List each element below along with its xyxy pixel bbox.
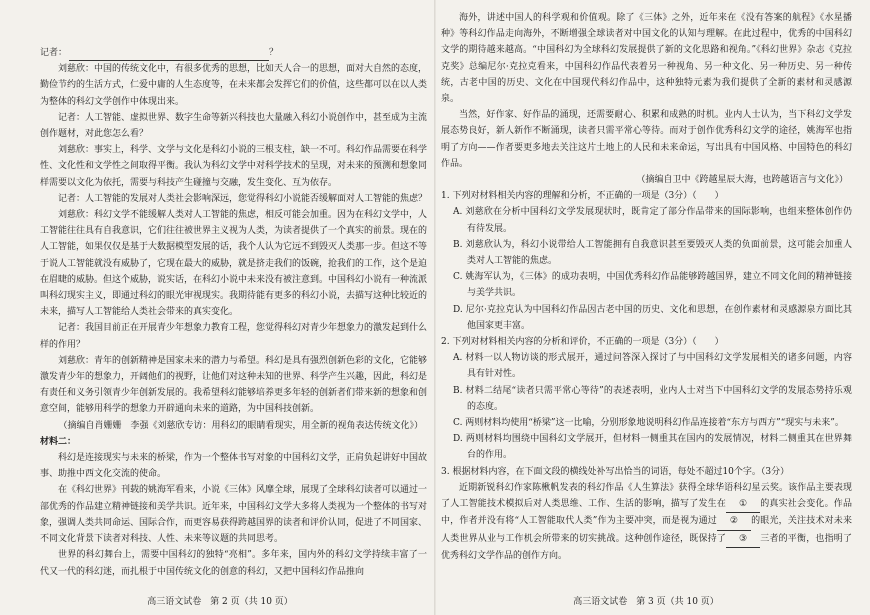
option-c[interactable]: C. 两则材料均使用“桥梁”这一比喻，分别形象地说明科幻作品连接着“东方与西方”“现实与未来”。 [453, 418, 844, 429]
interview-paragraph: 记者：人工智能、虚拟世界、数字生命等新兴科技也大量融入科幻小说创作中，甚至成为主流创作题材，对此您怎么看？ [40, 112, 428, 140]
interview-paragraph: 刘慈欣：青年的创新精神是国家未来的潜力与希望。科幻是具有强烈创新色彩的文化，它能够激发青少年的想象力，开阔他们的视野，让他们对这种未知的世界、科学产生兴趣，因此，科幻是有责任和义务引领青少年创新发展的。我希望科幻能够培养更多年轻的创新者们带来新的想象和创意空间，能够用科学的想象力开辟通向未来的道路，为中国科技创新。 [40, 355, 428, 415]
blank-3[interactable]: ③ [726, 531, 760, 548]
source-citation: （摘编自卫中《跨越星辰大海，也跨越语言与文化》） [636, 175, 848, 186]
page-footer: 高三语文试卷 第 3 页（共 10 页） [573, 597, 719, 607]
blank-2[interactable]: ② [717, 513, 751, 530]
question-2: 2. 下列对材料相关内容的分析和评价，不正确的一项是（3分）（ ） [441, 337, 724, 348]
question-1: 1. 下列对材料相关内容的理解和分析，不正确的一项是（3分）（ ） [441, 191, 724, 202]
interview-paragraph: 记者：人工智能的发展对人类社会影响深远，您觉得科幻小说能否缓解面对人工智能的焦虑？ [58, 193, 428, 204]
material-paragraph: 科幻是连接现实与未来的桥梁，作为一个整体书写对象的中国科幻文学，正肩负起讲好中国故事、助推中西文化交流的使命。 [40, 453, 428, 480]
material-paragraph: 当然，好作家、好作品的涌现，还需要耐心、积累和成熟的时机。业内人士认为，当下科幻文学发展态势良好，新人新作不断涌现，读者只需平常心等待。而对于创作优秀科幻文学的途径，姚海军也指明了方向——作者要更多地去关注这片土地上的人民和未来命运，写出具有中国风格、中国特色的科幻作品。 [441, 110, 852, 169]
material-heading: 材料二： [40, 436, 77, 447]
interview-paragraph: 记者：我国目前正在开展青少年想象力教育工程，您觉得科幻对青少年想象力的激发起到什么样的作用？ [40, 323, 428, 350]
material-paragraph: 在《科幻世界》刊载的姚海军看来，小说《三体》风靡全球，展现了全球科幻读者可以通过一部优秀的作品建立精神链接和美学共识。近年来，中国科幻文学大多将人类视为一个整体的书写对象，强调人类共同命运、国际合作，而更容易获得跨越国界的读者和评价认同，促进了不同国家、不同文化背景下读者对科技、人性、未来等议题的共同思考。 [40, 485, 428, 545]
interview-paragraph: 刘慈欣：事实上，科学、文学与文化是科幻小说的三根支柱，缺一不可。科幻作品需要在科学性、文化性和文学性之间取得平衡。我认为科幻文学中对科学技术的呈现，对未来的预测和想象同样需要以文化为依托，需要与科技产生碰撞与交融，发生变化、互为依存。 [40, 145, 428, 188]
question-3-passage: 近期新锐科幻作家陈楸帆发表的科幻作品《人生算法》获得全球华语科幻星云奖。该作品主要表现了人工智能技术模拟后对人类思维、工作、生活的影响，描写了发生在 ① 的真实社会变化。作品中，作者并没有将“人工智能取代人类”作为主要冲突，而是视为通过 ② 的眼光，关注技术对未来人类世界从业与工作机会所带来的切实挑战。这种创作途径，既保持了 ③ 三者的平衡，也指明了优秀科幻文学作品的创作方向。 [441, 482, 852, 561]
right-page [435, 0, 870, 615]
answer-blank[interactable] [69, 50, 269, 61]
option-c[interactable]: C. 姚海军认为，《三体》的成功表明，中国优秀科幻作品能够跨越国界，建立不同文化间的精神链接与美学共识。 [453, 272, 852, 299]
option-d[interactable]: D. 尼尔·克拉克认为中国科幻作品因古老中国的历史、文化和思想，在创作素材和灵感源泉方面比其他国家更丰富。 [453, 304, 852, 331]
option-a[interactable]: A. 刘慈欣在分析中国科幻文学发展现状时，既肯定了部分作品带来的国际影响，也组来整体创作仍有待发展。 [453, 207, 852, 234]
option-b[interactable]: B. 材料二结尾“读者只需平常心等待”的表述表明，业内人士对当下中国科幻文学的发展态势持乐观的态度。 [453, 385, 852, 412]
source-citation: （摘编自肖姗姗 李强《刘慈欣专访：用科幻的眼睛看现实，用全新的视角表达传统文化》） [58, 420, 423, 431]
option-b[interactable]: B. 刘慈欣认为，科幻小说带给人工智能拥有自我意识甚至要毁灭人类的负面前景，这可能会加重人类对人工智能的焦虑。 [453, 239, 852, 267]
question-3: 3. 根据材料内容，在下面文段的横线处补写出恰当的词语，每处不超过10个字。（3分） [441, 466, 790, 477]
page-footer: 高三语文试卷 第 2 页（共 10 页） [147, 597, 293, 607]
material-paragraph: 世界的科幻舞台上，需要中国科幻的独特“亮相”。多年来，国内外的科幻文学持续丰富了一代又一代的科幻迷，而扎根于中国传统文化的创意的科幻，又把中国科幻作品推向 [40, 550, 427, 577]
interview-paragraph: 刘慈欣：科幻文学不能缓解人类对人工智能的焦虑，相反可能会加重。因为在科幻文学中，人工智能往往具有自我意识，它们往往被世界主义视为人类，为读者提供了一个真实的前景。现在的人工智能，如果仅仅是基于大数据模型发展的话，我个人认为它远不到毁灭人类那一步。但这不等于说人工智能就没有威胁了，它现在最大的威胁，就是挤走我们的饭碗，抢我们的工作，这个是迫在眉睫的威胁。但这个威胁，说实话，在科幻小说中未来没有被注意到。中国科幻小说有一种流派叫科幻现实主义，即通过科幻的眼光审视现实。我期待能有更多的科幻小说，去描写这种比较近的未来，描写人工智能给人类社会带来的真实变化。 [40, 210, 428, 318]
interview-paragraph: 刘慈欣：中国的传统文化中，有很多优秀的思想，比如天人合一的思想，面对大自然的态度，勤俭节约的生活方式，仁爱中庸的人生态度等，在未来都会发挥它们的价值，这些都可以在以人类为整体的科幻文学创作中体现出来。 [40, 64, 428, 107]
option-d[interactable]: D. 两则材料均围绕中国科幻文学展开，但材料一侧重其在国内的发展情况，材料二侧重其在世界舞台的作用。 [453, 434, 852, 461]
question-reporter-line: 记者： ？ [40, 45, 427, 61]
material-paragraph: 海外，讲述中国人的科学观和价值观。除了《三体》之外，近年来在《没有答案的航程》《水星播种》等科幻作品走向海外，不断增强全球读者对中国文化的认知与理解。在此过程中，优秀的中国科幻文学的期待越来越高。“中国科幻为全球科幻发展提供了新的文化思路和视角。”《科幻世界》杂志《克拉克奖》总编尼尔·克拉克看来，中国科幻作品代表着另一种视角、另一种文化、另一种历史、另一种传统，古老中国的历史、文化在中国现代科幻作品中，这种独特元素为我们提供了全新的素材和灵感源泉。 [441, 13, 852, 105]
blank-1[interactable]: ① [726, 496, 760, 513]
option-a[interactable]: A. 材料一以人物访谈的形式展开，通过问答深入探讨了与中国科幻文学发展相关的诸多问题，内容具有针对性。 [453, 353, 852, 380]
